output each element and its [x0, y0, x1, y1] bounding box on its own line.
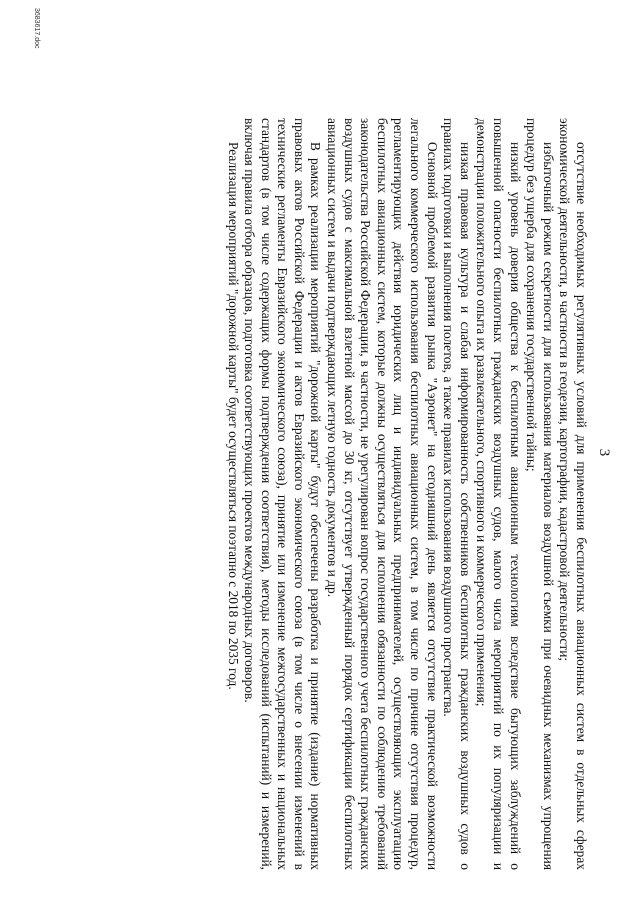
paragraph-legal-culture: низкая правовая культура и слабая информированность собственников беспилотных гражданских воздушных судов о правилах подготовки и выполнения полетов, а также правилах использования воздушного пространства. [441, 118, 473, 870]
paragraph-regulatory-conditions: отсутствие необходимых регулятивных условий для применения беспилотных авиационных систем в отдельных сферах экономической деятельности, в частности в геодезии, картографии, кадастровой деятельности; [557, 118, 589, 870]
paragraph-roadmap-measures: В рамках реализации мероприятий "дорожной карты" будут обеспечены разработка и принятие (издание) нормативных правовых актов Российской Федерации и актов Евразийского экономического союза (в том числе о внесении изменений в технические регламенты Евразийского экономического союза), принятие или изменение межгосударственных и национальных стандартов (в том числе содержащих формы подтверждения соответствия), методы исследований (испытаний) и измерений, включая правила отбора образцов, подготовка соответствующих проектов международных договоров. [242, 118, 324, 870]
document-body [224, 118, 589, 870]
document-file-code: 3683617.doc [33, 8, 40, 49]
paragraph-public-trust: низкий уровень доверия общества к беспилотным авиационным технологиям вследствие бытующих заблуждений о повышенной опасности беспилотных гражданских воздушных судов, малого числа мероприятий по их популяризации и демонстрации положительного опыта их развлекательного, спортивного и коммерческого применения; [474, 118, 523, 870]
paragraph-secrecy-regime: избыточный режим секретности для использования материалов воздушной съемки при очевидных механизмах упрощения процедур без ущерба для сохранения государственной тайны; [524, 118, 556, 870]
paragraph-main-problem: Основной проблемой развития рынка "Аэронет" на сегодняшний день является отсутствие практической возможности легального коммерческого использования беспилотных авиационных систем, в том числе по причине отсутствия процедур, регламентирующих действия юридических лиц и индивидуальных предпринимателей, осуществляющих эксплуатацию беспилотных авиационных систем, которые должны осуществляться для исполнения обязанности по соблюдению требований законодательства Российской Федерации, в частности, не урегулирован вопрос государственного учета беспилотных гражданских воздушных судов с максимальной взлетной массой до 30 кг, отсутствует утвержденный порядок сертификации беспилотных авиационных систем и выдачи подтверждающих летную годность документов и др. [325, 118, 440, 870]
page-number: 3 [596, 448, 612, 457]
paragraph-roadmap-timeline: Реализация мероприятий "дорожной карты" будет осуществляться поэтапно с 2018 по 2035 год. [225, 142, 241, 690]
